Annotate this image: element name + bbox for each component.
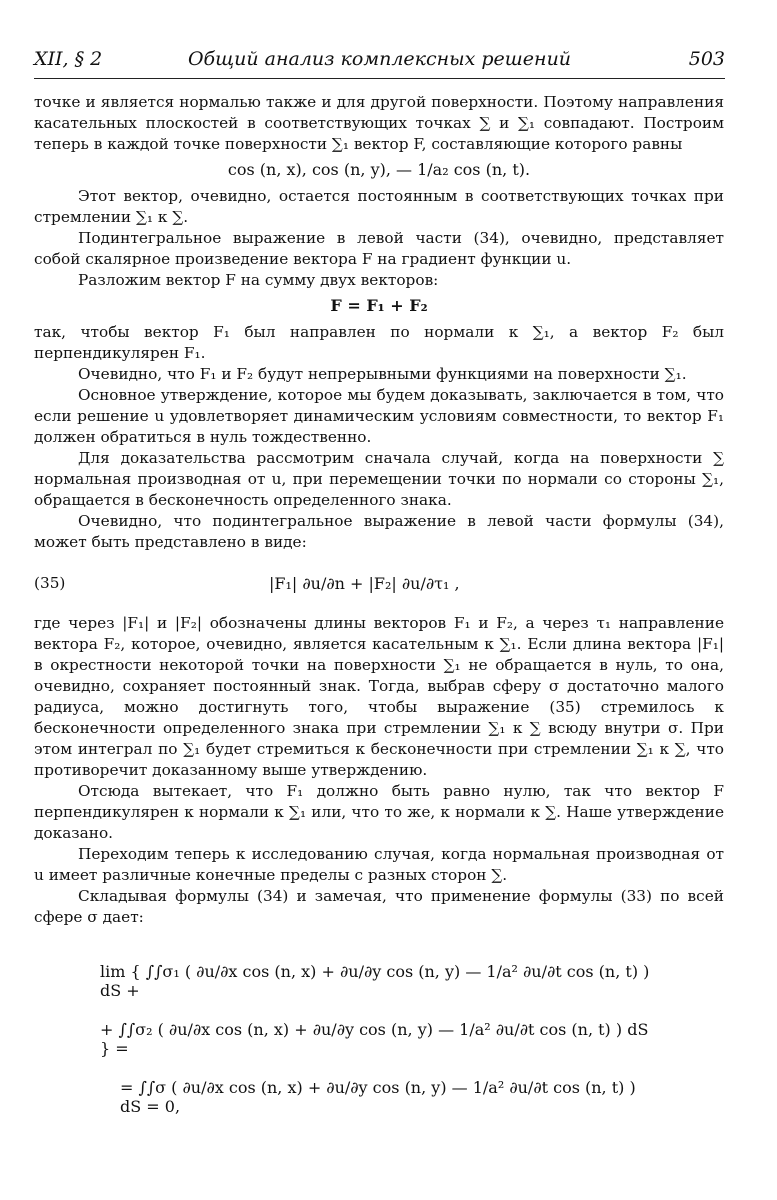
paragraph: где через |F₁| и |F₂| обозначены длины векторов F₁ и F₂, а через τ₁ направление вектора F₂, которое, очевидно, является касательным к ∑₁. Если длина вектора |F₁| в окрестности некоторой точки на поверхности ∑₁ не обращается в нуль, то она, очевидно, сохраняет постоянный знак. Тогда, выбрав сферу σ достаточно малого радиуса, можно достигнуть того, чтобы выражение (35) стремилось к бесконечности определенного знака при стремлении ∑₁ к ∑ всюду внутри σ. При этом интеграл по ∑₁ будет стремиться к бесконечности при стремлении ∑₁ к ∑, что противоречит доказанному выше утверждению. [34, 614, 724, 779]
paragraph: Основное утверждение, которое мы будем доказывать, заключается в том, что если решение u удовлетворяет динамическим условиям совместности, то вектор F₁ должен обратиться в нуль тождественно. [34, 386, 724, 446]
equation-line [100, 962, 660, 1020]
page-number: 503 [688, 48, 725, 70]
paragraph: Переходим теперь к исследованию случая, когда нормальная производная от u имеет различные конечные пределы с разных сторон ∑. [34, 845, 724, 884]
vector-components: cos (n, x), cos (n, y), — 1/a₂ cos (n, t). [227, 160, 531, 179]
equation-line-1: lim { ∫∫σ₁ ( ∂u/∂x cos (n, x) + ∂u/∂y cos (n, y) — 1/a² ∂u/∂t cos (n, t) ) dS + [100, 962, 650, 1000]
equation-number: (35) [34, 573, 66, 592]
paragraph: Складывая формулы (34) и замечая, что применение формулы (33) по всей сфере σ дает: [34, 887, 724, 926]
equation-line-3: = ∫∫σ ( ∂u/∂x cos (n, x) + ∂u/∂y cos (n, y) — 1/a² ∂u/∂t cos (n, t) ) dS = 0, [120, 1078, 636, 1116]
vector-sum: F = F₁ + F₂ [330, 296, 428, 315]
paragraph: точке и является нормалью также и для другой поверхности. Поэтому направления касательных плоскостей в соответствующих точках ∑ и ∑₁ совпадают. Построим теперь в каждой точке поверхности ∑₁ вектор F, составляющие которого равны [34, 93, 724, 153]
paragraph: Этот вектор, очевидно, остается постоянным в соответствующих точках при стремлении ∑₁ к ∑. [34, 187, 724, 226]
paragraph: Очевидно, что подинтегральное выражение в левой части формулы (34), может быть представлено в виде: [34, 512, 724, 551]
equation-35 [34, 561, 724, 605]
chapter-section: XII, § 2 [34, 48, 103, 70]
final-equation [100, 962, 660, 1136]
paragraph: так, чтобы вектор F₁ был направлен по нормали к ∑₁, а вектор F₂ был перпендикулярен F₁. [34, 323, 724, 362]
equation-line [120, 1078, 660, 1136]
equation-line [100, 1020, 660, 1078]
body-text [34, 92, 724, 928]
paragraph: Для доказательства рассмотрим сначала случай, когда на поверхности ∑ нормальная производная от u, при перемещении точки по нормали со стороны ∑₁, обращается в бесконечность определенного знака. [34, 449, 724, 509]
equation-line-2: + ∫∫σ₂ ( ∂u/∂x cos (n, x) + ∂u/∂y cos (n, y) — 1/a² ∂u/∂t cos (n, t) ) dS } = [100, 1020, 649, 1058]
running-title: Общий анализ комплексных решений [187, 48, 572, 70]
paragraph: Разложим вектор F на сумму двух векторов: [78, 271, 439, 289]
paragraph: Очевидно, что F₁ и F₂ будут непрерывными функциями на поверхности ∑₁. [78, 365, 687, 383]
paragraph: Подинтегральное выражение в левой части (34), очевидно, представляет собой скалярное произведение вектора F на градиент функции u. [34, 229, 724, 268]
paragraph: Отсюда вытекает, что F₁ должно быть равно нулю, так что вектор F перпендикулярен к нормали к ∑₁ или, что то же, к нормали к ∑. Наше утверждение доказано. [34, 782, 724, 842]
running-header [34, 44, 725, 79]
equation-35-formula: |F₁| ∂u/∂n + |F₂| ∂u/∂τ₁ , [269, 573, 460, 593]
